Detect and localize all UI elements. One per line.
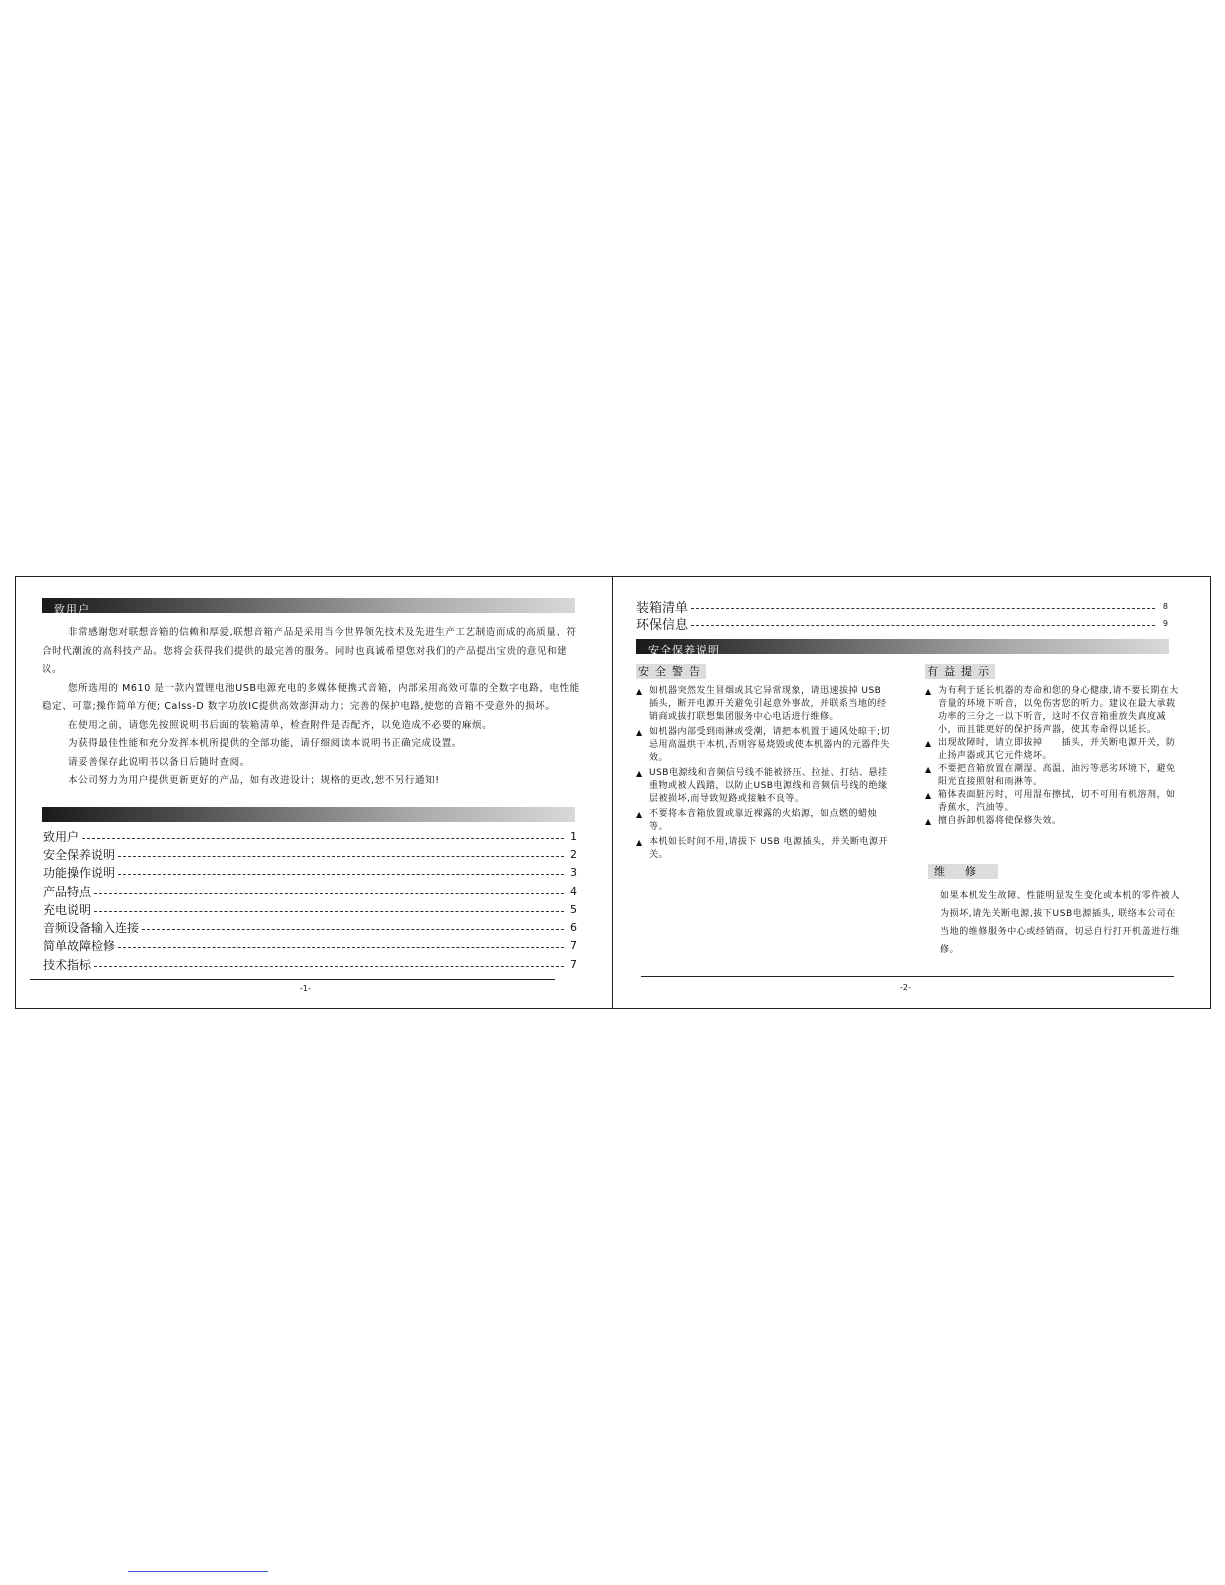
warning-text: 本机如长时间不用,请拔下 USB 电源插头，并关断电源开关。 (649, 837, 889, 860)
page-number-right: -2- (900, 983, 911, 992)
greeting-text (42, 624, 584, 791)
toc-leader (118, 947, 564, 948)
toc-leader (118, 874, 564, 875)
toc-row[interactable] (43, 845, 577, 863)
footer-rule-right (641, 976, 1174, 977)
toc-leader (94, 966, 564, 967)
greeting-paragraph-2: 您所选用的 M610 是一款内置锂电池USB电源充电的多媒体便携式音箱，内部采用高效可靠的全数字电路，电性能稳定、可靠;操作简单方便; Calss-D 数字功放IC提供高效澎湃动力；完善的保护电路,使您的音箱不受意外的损坏。 (42, 682, 580, 712)
tip-text: 擅自拆卸机器将使保修失效。 (938, 816, 1062, 826)
greeting-paragraph-1: 非常感谢您对联想音箱的信赖和厚爱,联想音箱产品是采用当今世界领先技术及先进生产工艺制造而成的高质量、符合时代潮流的高科技产品。您将会获得我们提供的最完善的服务。同时也真诚希望您对我们的产品提出宝贵的意见和建议。 (42, 627, 577, 675)
toc-row[interactable] (636, 598, 1168, 615)
greeting-line-3: 请妥善保存此说明书以备日后随时查阅。 (68, 756, 250, 768)
safety-warning-list (636, 685, 894, 862)
list-item (636, 685, 894, 724)
section-title: 安全保养说明 (648, 644, 720, 657)
table-of-contents (43, 827, 577, 973)
useful-tips-list (925, 685, 1180, 828)
greeting-line-2: 为获得最佳性能和充分发挥本机所提供的全部功能，请仔细阅读本说明书正确完成设置。 (68, 738, 462, 749)
toc-label: 致用户 (43, 829, 80, 844)
warning-text: 如机器内部受到雨淋或受潮，请把本机置于通风处晾干;切忌用高温烘干本机,否则容易烧毁或使本机器内的元器件失效。 (649, 727, 891, 763)
tip-text: 为有利于延长机器的寿命和您的身心健康,请不要长期在大音量的环境下听音，以免伤害您的听力。建议在最大承载功率的三分之一以下听音，这时不仅音箱重放失真度减小，而且能更好的保护扬声器，使其寿命得以延长。 (938, 686, 1179, 735)
toc-page: 6 (570, 921, 577, 935)
toc-row[interactable] (43, 900, 577, 918)
toc-row[interactable] (43, 882, 577, 900)
list-item (925, 763, 1180, 789)
triangle-bullet-icon: ▲ (636, 728, 643, 737)
triangle-bullet-icon: ▲ (925, 739, 932, 748)
list-item (636, 767, 894, 806)
toc-leader (142, 929, 564, 930)
toc-row[interactable] (43, 937, 577, 955)
toc-row[interactable] (636, 615, 1168, 632)
section-bar-greeting (42, 598, 575, 616)
toc-page: 2 (570, 847, 577, 861)
table-of-contents-continued (636, 598, 1168, 632)
greeting-line-4: 本公司努力为用户提供更新更好的产品，如有改进设计；规格的更改,恕不另行通知! (68, 775, 440, 786)
tip-text: 箱体表面脏污时，可用湿布擦拭，切不可用有机溶剂，如香蕉水，汽油等。 (938, 790, 1176, 813)
list-item (636, 726, 894, 765)
list-item (925, 789, 1180, 815)
toc-leader (94, 893, 564, 894)
list-item (636, 808, 894, 834)
tip-text: 不要把音箱放置在潮湿、高温、油污等恶劣环境下，避免阳光直接照射和雨淋等。 (938, 764, 1176, 787)
bottom-link-rule (128, 1571, 268, 1572)
toc-page: 7 (570, 957, 577, 971)
toc-label: 环保信息 (636, 618, 689, 633)
page-divider (612, 576, 613, 1009)
warning-text: 如机器突然发生冒烟或其它异常现象，请迅速拔掉 USB 插头，断开电源开关避免引起意外事故，并联系当地的经销商或拔打联想集团服务中心电话进行维修。 (649, 686, 887, 722)
contents-bar (42, 807, 575, 822)
footer-rule-left (30, 979, 555, 980)
toc-label: 简单故障检修 (43, 939, 116, 954)
toc-row[interactable] (43, 955, 577, 973)
toc-page: 8 (1162, 602, 1168, 611)
toc-label: 产品特点 (43, 884, 92, 899)
toc-leader (691, 608, 1155, 609)
toc-row[interactable] (43, 918, 577, 936)
toc-row[interactable] (43, 864, 577, 882)
repair-text: 如果本机发生故障、性能明显发生变化或本机的零件被人为损坏,请先关断电源,拔下USB电源插头, 联络本公司在当地的维修服务中心或经销商，切忌自行打开机盖进行维修。 (940, 891, 1181, 955)
list-item (925, 815, 1180, 828)
triangle-bullet-icon: ▲ (636, 769, 643, 778)
toc-page: 3 (570, 866, 577, 880)
warning-text: USB电源线和音频信号线不能被挤压、拉扯、打结、悬挂重物或被人践踏，以防止USB电源线和音频信号线的绝缘层被损坏,而导致短路或接触不良等。 (649, 768, 888, 804)
toc-label: 技术指标 (43, 957, 92, 972)
toc-page: 9 (1162, 619, 1168, 628)
safety-warning-heading: 安全警告 (638, 665, 706, 678)
toc-leader (82, 838, 564, 839)
list-item (925, 685, 1180, 737)
toc-label: 安全保养说明 (43, 847, 116, 862)
toc-label: 功能操作说明 (43, 866, 116, 881)
useful-tips-heading: 有益提示 (927, 665, 995, 678)
toc-leader (94, 911, 564, 912)
triangle-bullet-icon: ▲ (925, 765, 932, 774)
toc-leader (118, 856, 564, 857)
triangle-bullet-icon: ▲ (925, 687, 932, 696)
list-item (925, 737, 1180, 763)
triangle-bullet-icon: ▲ (636, 838, 643, 847)
toc-page: 4 (570, 884, 577, 898)
toc-leader (691, 625, 1155, 626)
triangle-bullet-icon: ▲ (925, 791, 932, 800)
warning-text: 不要将本音箱放置或靠近裸露的火焰源，如点燃的蜡烛等。 (649, 809, 878, 832)
greeting-line-1: 在使用之前，请您先按照说明书后面的装箱清单，检查附件是否配齐，以免造成不必要的麻烦。 (68, 719, 493, 731)
triangle-bullet-icon: ▲ (636, 687, 643, 696)
page-number-left: -1- (300, 984, 311, 993)
triangle-bullet-icon: ▲ (925, 817, 932, 826)
toc-label: 装箱清单 (636, 601, 689, 616)
tip-text: 出现故障时，请立即拔掉 插头，并关断电源开关，防止扬声器或其它元件烧坏。 (938, 738, 1176, 761)
toc-label: 充电说明 (43, 902, 92, 917)
toc-label: 音频设备输入连接 (43, 921, 140, 936)
toc-row[interactable] (43, 827, 577, 845)
section-title: 致用户 (54, 603, 90, 616)
toc-page: 7 (570, 939, 577, 953)
triangle-bullet-icon: ▲ (636, 810, 643, 819)
repair-heading: 维修 (928, 864, 998, 879)
list-item (636, 836, 894, 862)
toc-page: 5 (570, 902, 577, 916)
section-bar-safety (636, 639, 1169, 657)
toc-page: 1 (570, 829, 577, 843)
